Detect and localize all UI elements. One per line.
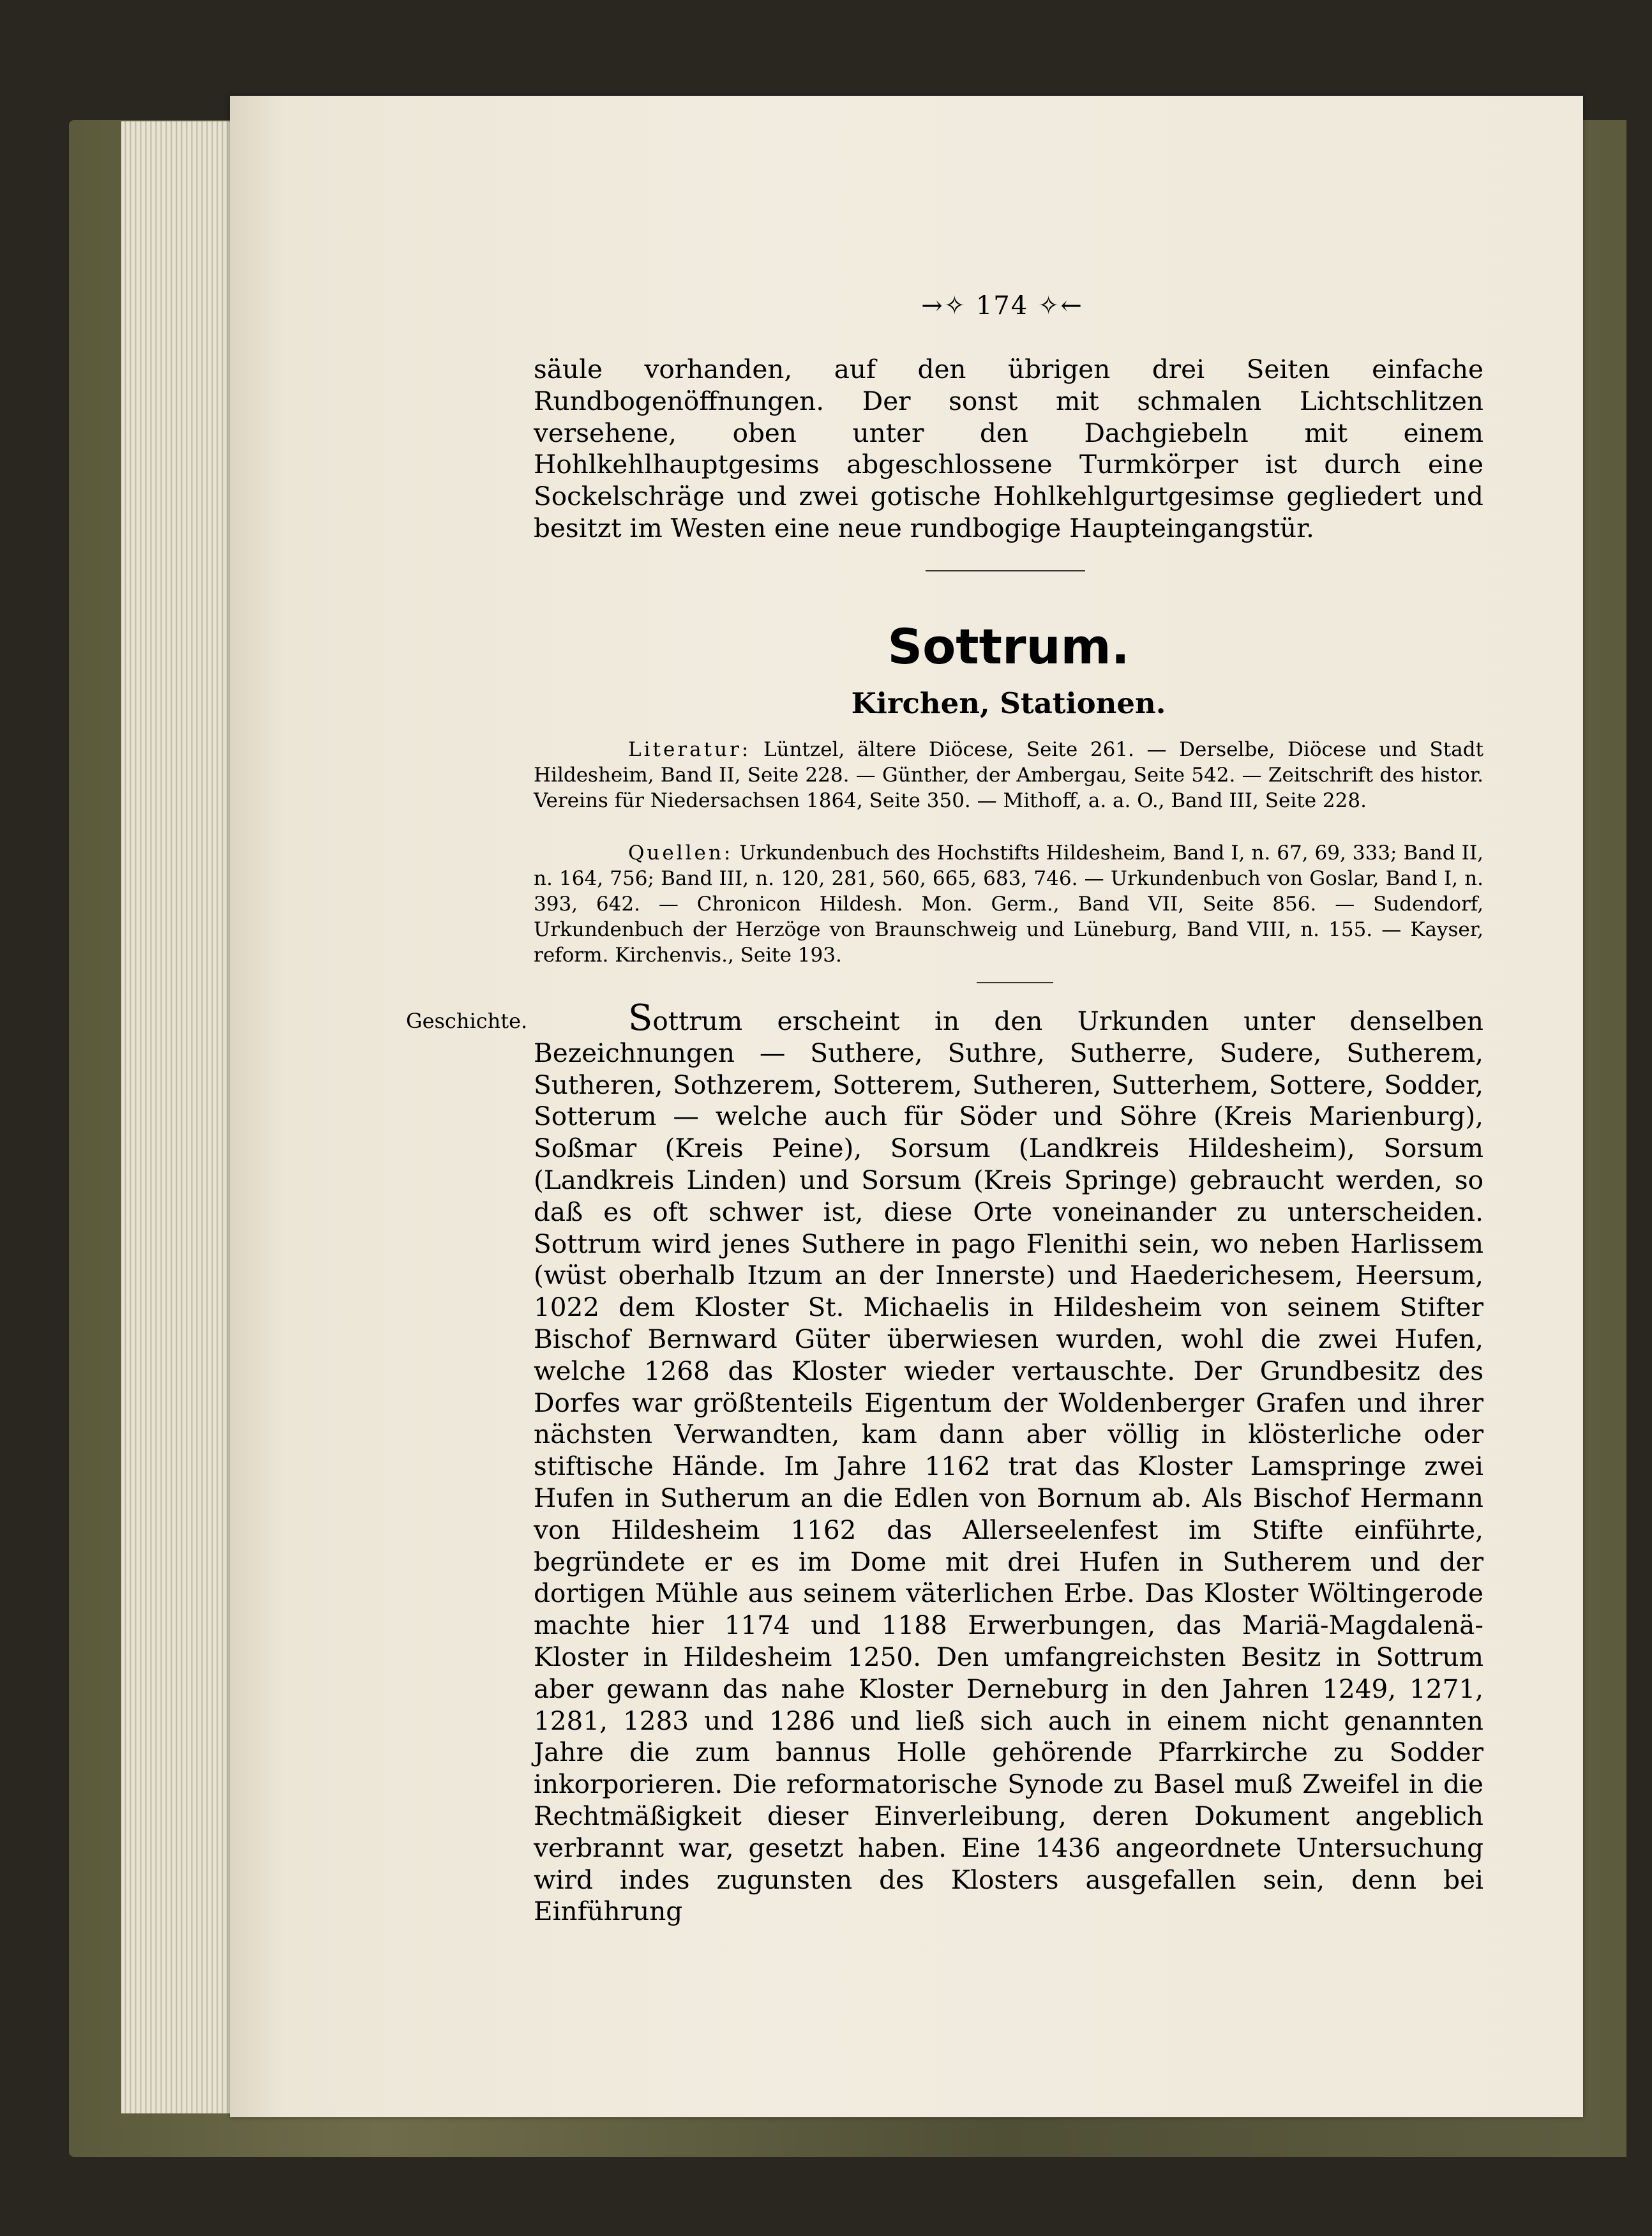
small-divider (977, 982, 1053, 983)
margin-note: Geschichte. (406, 1009, 528, 1033)
page-number: 174 (975, 291, 1029, 321)
sources-text: Urkundenbuch des Hochstifts Hildesheim, Band I, n. 67, 69, 333; Band II, n. 164, 756; Band III, n. 120, 281, 560, 665, 683, 746. — Urkundenbuch von Goslar, Band I, n. 393, 642. — Chronicon Hildesh. Mon. Germ., Band VII, Seite 856. — Sudendorf, Urkundenbuch der Herzöge von Braunschweig und Lüneburg, Band VIII, n. 155. — Kayser, reform. Kirchenvis., Seite 193. (534, 842, 1483, 967)
literature-paragraph (534, 737, 1483, 813)
running-header (887, 291, 1117, 321)
literature-label: Literatur: (628, 738, 751, 761)
section-title: Sottrum. (887, 618, 1130, 675)
header-ornament-right: ✧← (1037, 291, 1083, 321)
literature-text: Lüntzel, ältere Diöcese, Seite 261. — Derselbe, Diöcese und Stadt Hildesheim, Band II, Seite 228. — Günther, der Ambergau, Seite 542. — Zeitschrift des histor. Vereins für Niedersachsen 1864, Seite 350. — Mithoff, a. a. O., Band III, Seite 228. (534, 738, 1483, 812)
sources-label: Quellen: (628, 842, 733, 865)
sources-paragraph (534, 840, 1483, 968)
drop-capital: S (628, 997, 653, 1039)
opening-paragraph: säule vorhanden, auf den übrigen drei Seiten einfache Rundbogenöffnungen. Der sonst mit schmalen Lichtschlitzen versehene, oben unter den Dachgiebeln mit einem Hohlkehlhauptgesims abgeschlossene Turmkörper ist durch eine Sockelschräge und zwei gotische Hohlkehlgurtgesimse gegliedert und besitzt im Westen eine neue rundbogige Haupteingangstür. (534, 354, 1483, 543)
history-paragraph (534, 997, 1483, 1928)
header-ornament-left: →✧ (921, 291, 967, 321)
history-text: ottrum erscheint in den Urkunden unter denselben Bezeichnungen — Suthere, Suthre, Sutherre, Sudere, Sutherem, Sutheren, Sothzerem, Sotterem, Sutheren, Sutterhem, Sottere, Sodder, Sotterum — welche auch für Söder und Söhre (Kreis Marienburg), Soßmar (Kreis Peine), Sorsum (Landkreis Hildesheim), Sorsum (Landkreis Linden) und Sorsum (Kreis Springe) gebraucht werden, so daß es oft schwer ist, diese Orte voneinander zu unterscheiden. Sottrum wird jenes Suthere in pago Flenithi sein, wo neben Harlissem (wüst oberhalb Itzum an der Innerste) und Haederichesem, Heersum, 1022 dem Kloster St. Michaelis in Hildesheim von seinem Stifter Bischof Bernward Güter überwiesen wurden, wohl die zwei Hufen, welche 1268 das Kloster wieder vertauschte. Der Grundbesitz des Dorfes war größtenteils Eigentum der Woldenberger Grafen und ihrer nächsten Verwandten, kam dann aber völlig in klösterliche oder stiftische Hände. Im Jahre 1162 trat das Kloster Lamspringe zwei Hufen in Sutherum an die Edlen von Bornum ab. Als Bischof Hermann von Hildesheim 1162 das Allerseelenfest im Stifte einführte, begründete er es im Dome mit drei Hufen in Sutherem und der dortigen Mühle aus seinem väterlichen Erbe. Das Kloster Wöltingerode machte hier 1174 und 1188 Erwerbungen, das Mariä-Magdalenä-Kloster in Hildesheim 1250. Den umfangreichsten Besitz in Sottrum aber gewann das nahe Kloster Derneburg in den Jahren 1249, 1271, 1281, 1283 und 1286 und ließ sich auch in einem nicht genannten Jahre die zum bannus Holle gehörende Pfarrkirche zu Sodder inkorporieren. Die reformatorische Synode zu Basel muß Zweifel in die Rechtmäßigkeit dieser Einverleibung, deren Dokument angeblich verbrannt war, gesetzt haben. Eine 1436 angeordnete Untersuchung wird indes zugunsten des Klosters ausgefallen sein, denn bei Einführung (534, 1006, 1483, 1927)
section-divider (926, 570, 1085, 571)
section-subtitle: Kirchen, Stationen. (851, 686, 1166, 720)
book-cover-edge (1601, 120, 1626, 2157)
page-edges (121, 121, 243, 2113)
